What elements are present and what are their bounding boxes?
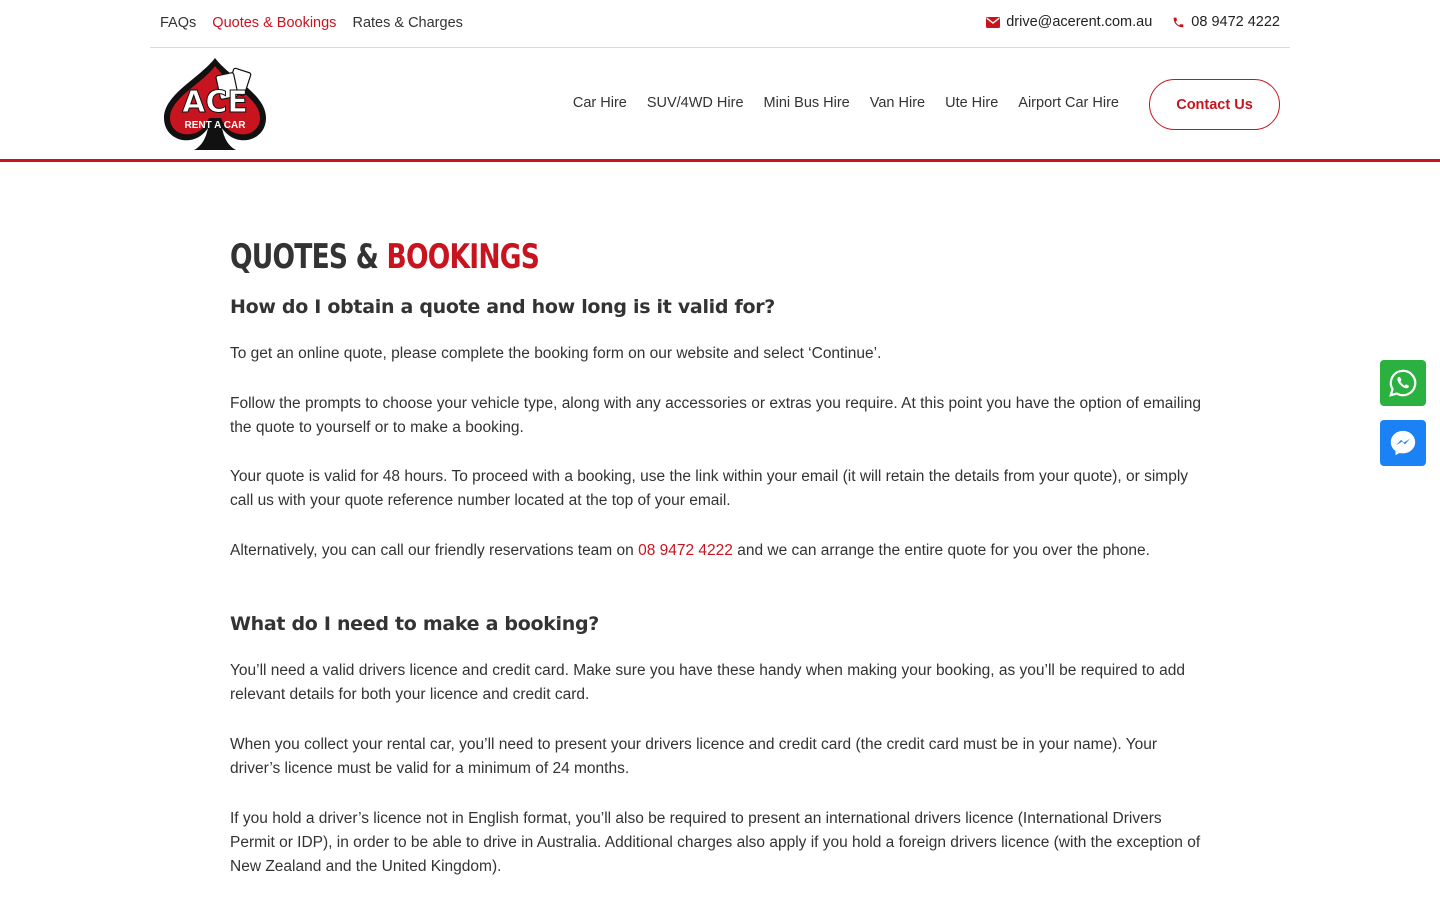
phone-link[interactable]	[1172, 14, 1280, 30]
main-navigation	[0, 48, 1440, 162]
page-title	[230, 232, 994, 282]
nav-car-hire[interactable]: Car Hire	[572, 95, 627, 111]
top-utility-bar	[150, 0, 1290, 48]
top-contact	[966, 14, 1280, 30]
envelope-icon	[986, 17, 1000, 28]
title-part-1: QUOTES &	[230, 237, 379, 277]
primary-nav-links	[553, 95, 1119, 111]
email-link[interactable]	[986, 14, 1152, 30]
phone-text: 08 9472 4222	[1191, 14, 1280, 30]
messenger-icon	[1388, 428, 1418, 458]
reservations-phone-link[interactable]: 08 9472 4222	[638, 542, 733, 559]
paragraph-quote-4	[230, 539, 1210, 563]
nav-ute-hire[interactable]: Ute Hire	[945, 95, 999, 111]
link-quotes-bookings[interactable]: Quotes & Bookings	[212, 15, 337, 31]
nav-van-hire[interactable]: Van Hire	[869, 95, 926, 111]
link-faqs[interactable]: FAQs	[160, 15, 197, 31]
paragraph-booking-2: When you collect your rental car, you’ll need to present your drivers licence and credit card (the credit card must be in your name). Your driver’s licence must be valid for a minimum of 24 months.	[230, 736, 1158, 777]
utility-links	[160, 15, 475, 31]
logo-wordmark: ACE	[182, 85, 248, 120]
logo-tagline: RENT A CAR	[184, 120, 246, 131]
paragraph-quote-1: To get an online quote, please complete the booking form on our website and select ‘Continue’.	[230, 345, 882, 362]
ace-rent-a-car-logo[interactable]	[160, 56, 270, 152]
p4-text-before: Alternatively, you can call our friendly reservations team on	[230, 542, 634, 559]
question-quote: How do I obtain a quote and how long is it valid for?	[230, 296, 776, 318]
contact-us-button[interactable]: Contact Us	[1149, 79, 1280, 130]
paragraph-quote-2: Follow the prompts to choose your vehicle type, along with any accessories or extras you require. At this point you have the option of emailing the quote to yourself or to make a booking.	[230, 395, 1201, 436]
paragraph-booking-3: If you hold a driver’s licence not in English format, you’ll also be required to present an international drivers licence (International Drivers Permit or IDP), in order to be able to drive in Australia. Additional charges also apply if you hold a foreign drivers licence (with the exception of New Zealand and the United Kingdom).	[230, 810, 1201, 875]
whatsapp-icon	[1388, 368, 1418, 398]
messenger-button[interactable]	[1380, 420, 1426, 466]
title-part-2: BOOKINGS	[386, 237, 540, 277]
nav-mini-bus-hire[interactable]: Mini Bus Hire	[763, 95, 850, 111]
nav-airport-car-hire[interactable]: Airport Car Hire	[1018, 95, 1119, 111]
phone-icon	[1172, 16, 1185, 29]
paragraph-booking-1: You’ll need a valid drivers licence and credit card. Make sure you have these handy when making your booking, as you’ll be required to add relevant details for both your licence and credit card.	[230, 662, 1185, 703]
question-booking: What do I need to make a booking?	[230, 613, 600, 635]
email-text: drive@acerent.com.au	[1006, 14, 1153, 30]
main-content	[230, 232, 1210, 879]
p4-text-after: and we can arrange the entire quote for you over the phone.	[737, 542, 1150, 559]
whatsapp-button[interactable]	[1380, 360, 1426, 406]
link-rates-charges[interactable]: Rates & Charges	[352, 15, 463, 31]
paragraph-quote-3: Your quote is valid for 48 hours. To proceed with a booking, use the link within your email (it will retain the details from your quote), or simply call us with your quote reference number located at the top of your email.	[230, 468, 1189, 509]
nav-suv-4wd-hire[interactable]: SUV/4WD Hire	[646, 95, 744, 111]
